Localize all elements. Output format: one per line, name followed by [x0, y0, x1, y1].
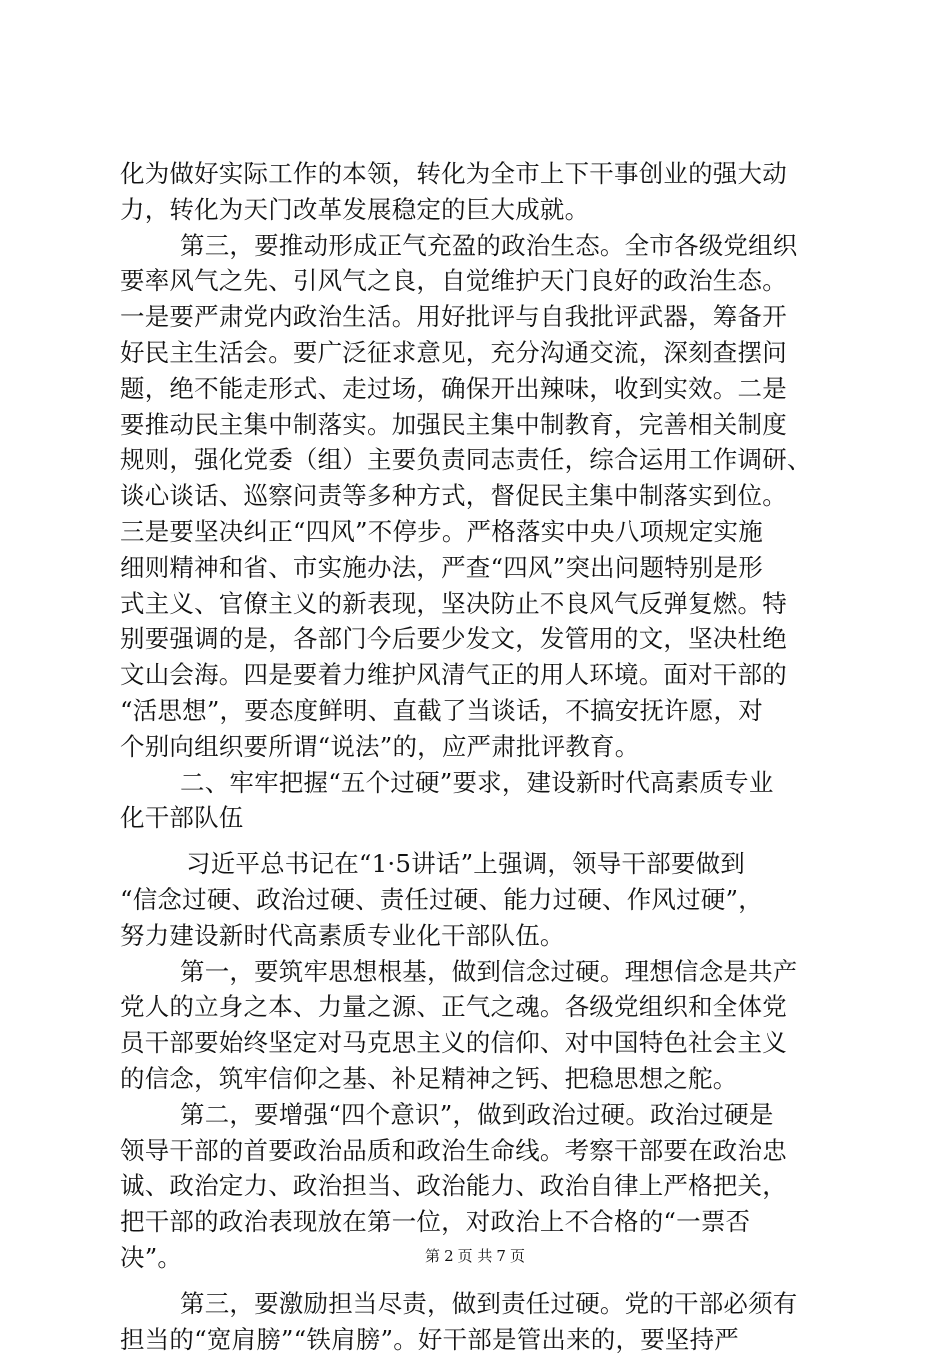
- text-line: 一是要严肃党内政治生活。用好批评与自我批评武器，筹备开: [120, 299, 840, 335]
- text-line: “信念过硬、政治过硬、责任过硬、能力过硬、作风过硬”，: [120, 882, 840, 918]
- text-line: 文山会海。四是要着力维护风清气正的用人环境。面对干部的: [120, 657, 840, 693]
- text-line: 力，转化为天门改革发展稳定的巨大成就。: [120, 192, 840, 228]
- text-line: 谈心谈话、巡察问责等多种方式，督促民主集中制落实到位。: [120, 478, 840, 514]
- text-line: 员干部要始终坚定对马克思主义的信仰、对中国特色社会主义: [120, 1025, 840, 1061]
- text-line: 个别向组织要所谓“说法”的，应严肃批评教育。: [120, 729, 840, 765]
- text-line: 努力建设新时代高素质专业化干部队伍。: [120, 918, 840, 954]
- page-label-suffix: 页: [510, 1247, 525, 1265]
- text-line: 规则，强化党委（组）主要负责同志责任，综合运用工作调研、: [120, 442, 840, 478]
- text-line: 的信念，筑牢信仰之基、补足精神之钙、把稳思想之舵。: [120, 1061, 840, 1097]
- page-label-mid: 页 共: [458, 1247, 493, 1265]
- section-heading-continued: 化干部队伍: [120, 800, 840, 836]
- paragraph-start: 第三，要推动形成正气充盈的政治生态。全市各级党组织: [120, 228, 840, 264]
- text-line: 细则精神和省、市实施办法，严查“四风”突出问题特别是形: [120, 550, 840, 586]
- text-line: “活思想”，要态度鲜明、直截了当谈话，不搞安抚许愿，对: [120, 693, 840, 729]
- text-line: 要率风气之先、引风气之良，自觉维护天门良好的政治生态。: [120, 263, 840, 299]
- text-line: 党人的立身之本、力量之源、正气之魂。各级党组织和全体党: [120, 989, 840, 1025]
- text-line: 式主义、官僚主义的新表现，坚决防止不良风气反弹复燃。特: [120, 586, 840, 622]
- page-total: 7: [496, 1247, 506, 1265]
- text-line: 三是要坚决纠正“四风”不停步。严格落实中央八项规定实施: [120, 514, 840, 550]
- document-body: [120, 156, 840, 1357]
- text-line: 担当的“宽肩膀”“铁肩膀”。好干部是管出来的，要坚持严: [120, 1322, 840, 1357]
- text-line: 别要强调的是，各部门今后要少发文，发管用的文，坚决杜绝: [120, 621, 840, 657]
- text-line: 把干部的政治表现放在第一位，对政治上不合格的“一票否: [120, 1204, 840, 1240]
- text-line: 决”。: [120, 1240, 840, 1276]
- paragraph-start: 第一，要筑牢思想根基，做到信念过硬。理想信念是共产: [120, 954, 840, 990]
- paragraph-start: 第二，要增强“四个意识”，做到政治过硬。政治过硬是: [120, 1097, 840, 1133]
- page-label-prefix: 第: [425, 1247, 440, 1265]
- page-footer: [0, 1245, 950, 1266]
- paragraph-start: 习近平总书记在“1·5讲话”上强调，领导干部要做到: [120, 846, 840, 882]
- text-line: 好民主生活会。要广泛征求意见，充分沟通交流，深刻查摆问: [120, 335, 840, 371]
- text-line: 题，绝不能走形式、走过场，确保开出辣味，收到实效。二是: [120, 371, 840, 407]
- text-line: 要推动民主集中制落实。加强民主集中制教育，完善相关制度: [120, 407, 840, 443]
- text-line: 化为做好实际工作的本领，转化为全市上下干事创业的强大动: [120, 156, 840, 192]
- text-line: 诚、政治定力、政治担当、政治能力、政治自律上严格把关，: [120, 1168, 840, 1204]
- paragraph-start: 第三，要激励担当尽责，做到责任过硬。党的干部必须有: [120, 1286, 840, 1322]
- section-heading: 二、牢牢把握“五个过硬”要求，建设新时代高素质专业: [120, 765, 840, 801]
- page-current: 2: [444, 1247, 454, 1265]
- text-line: 领导干部的首要政治品质和政治生命线。考察干部要在政治忠: [120, 1133, 840, 1169]
